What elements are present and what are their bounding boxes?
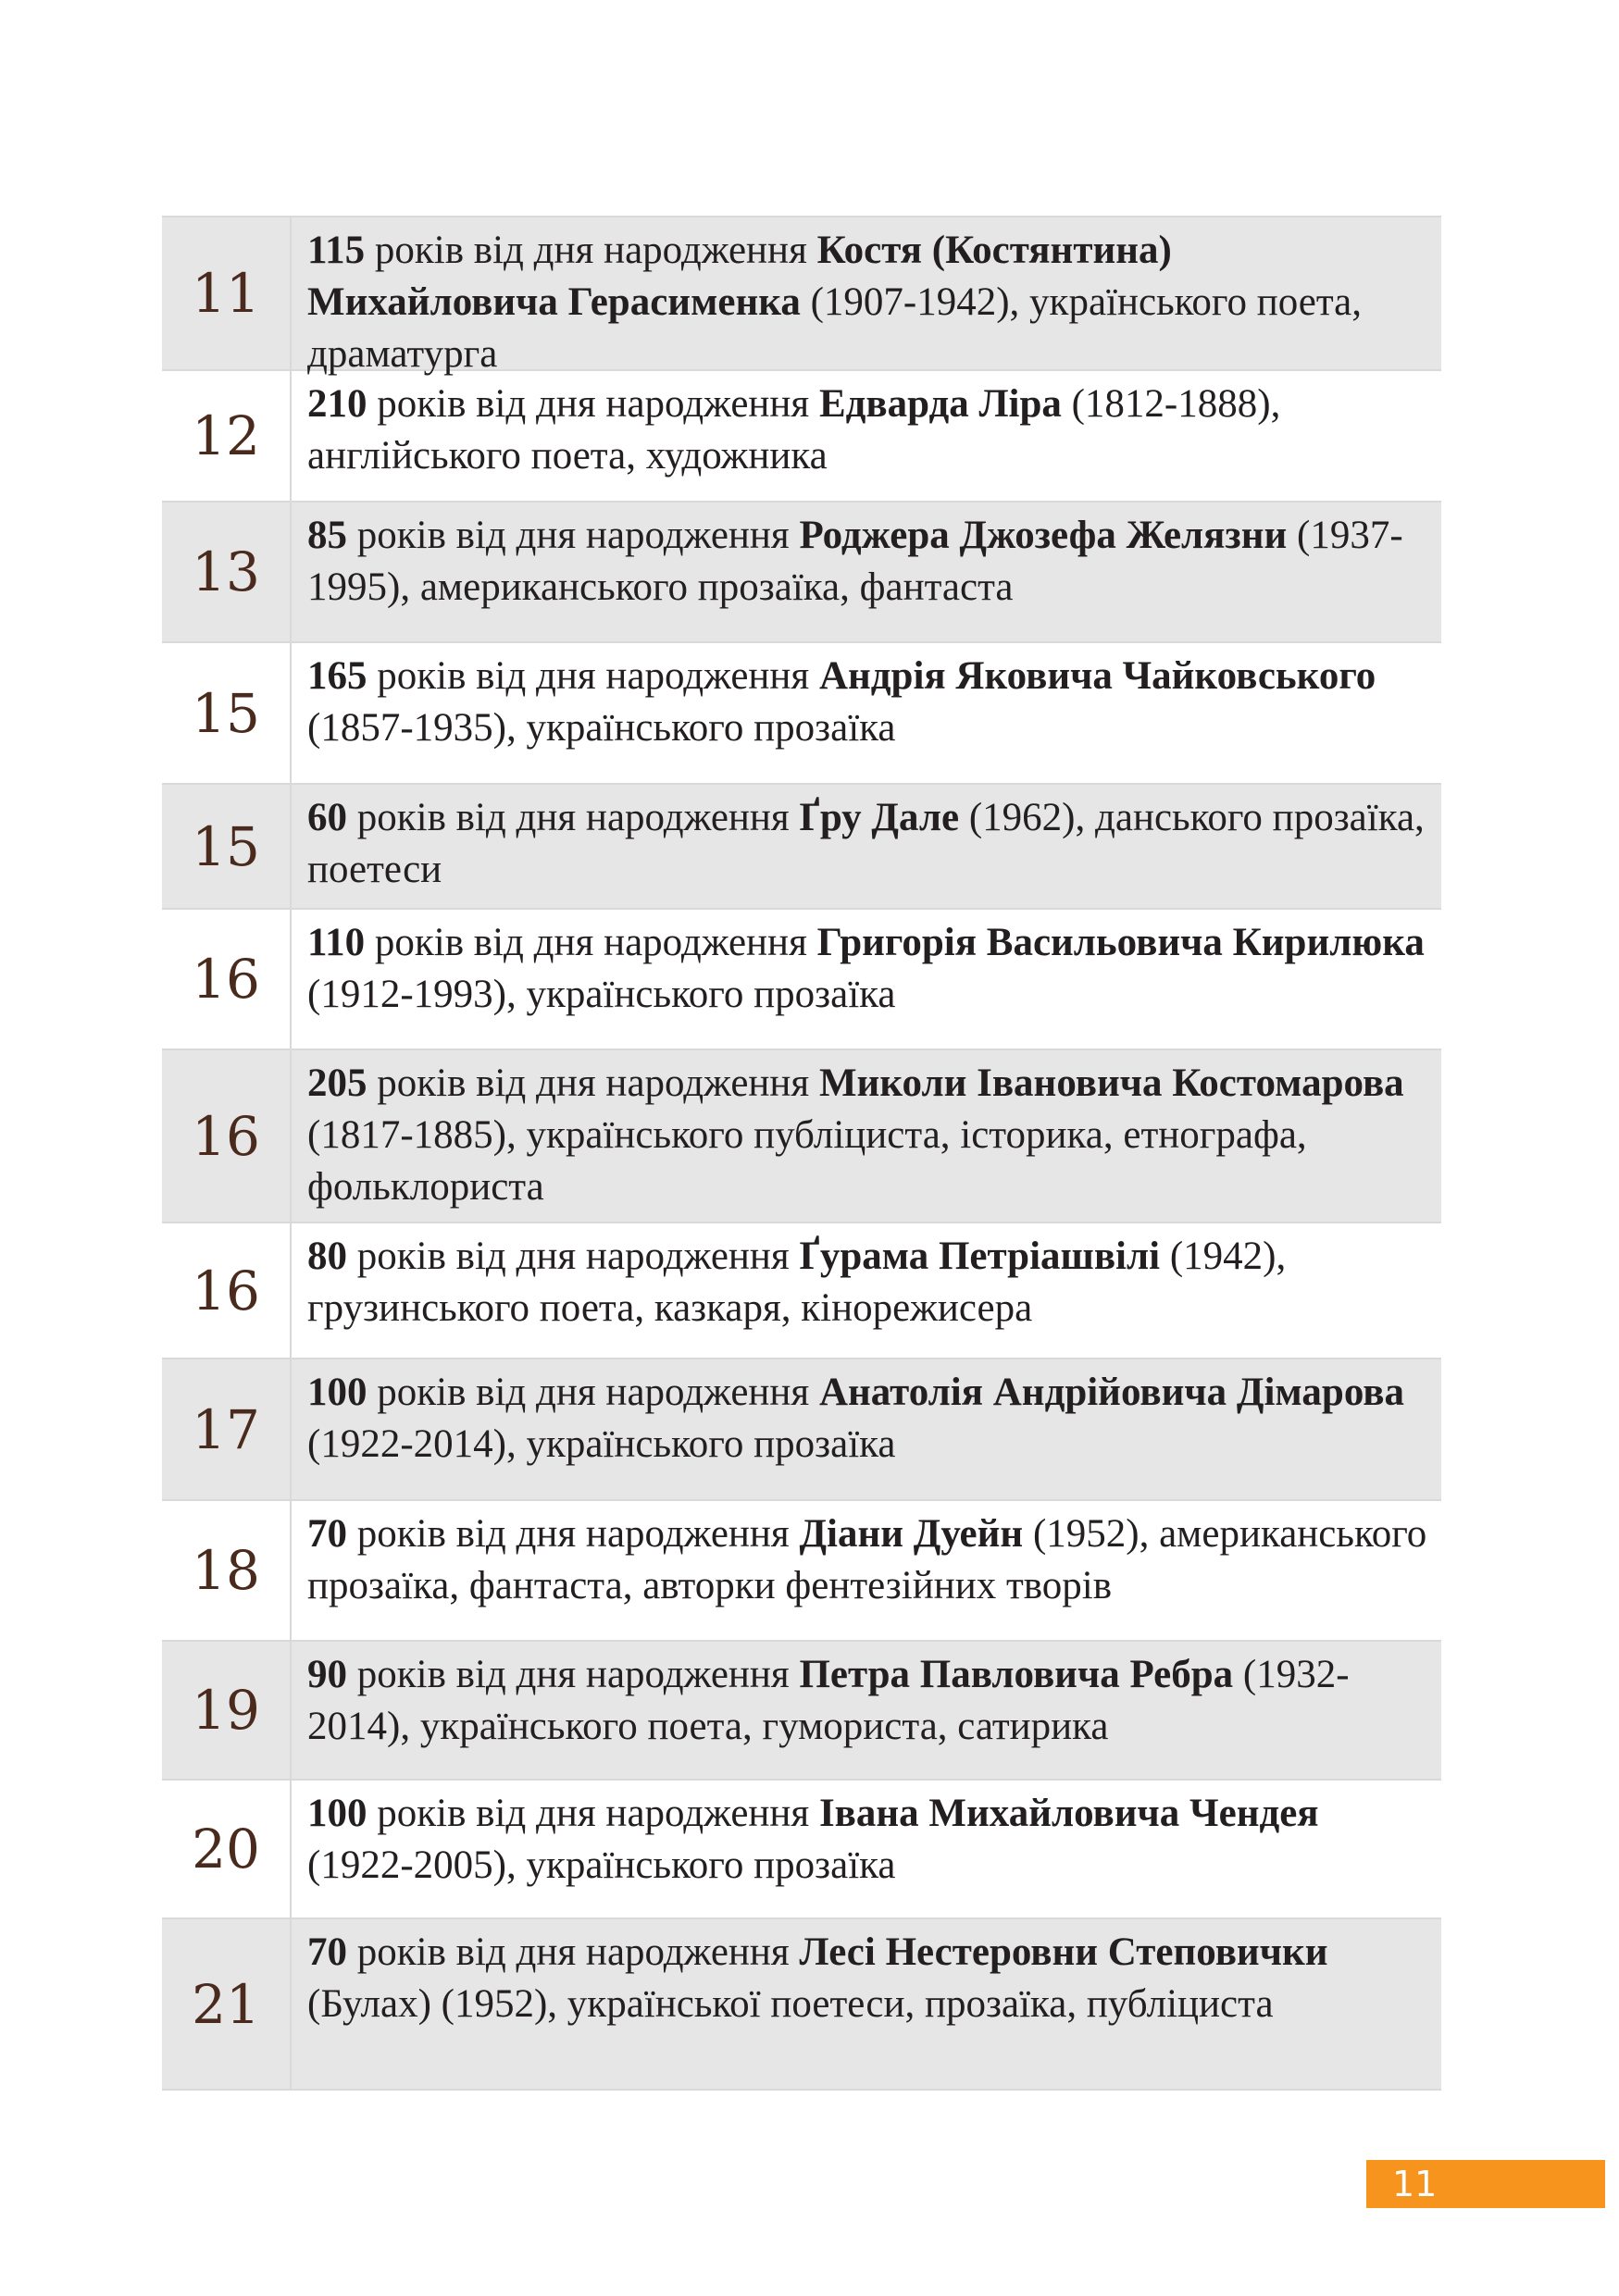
person-name: Андрія Яковича Чайковського <box>818 654 1376 698</box>
entry-details: (1812-1888), англійського поета, художника <box>307 382 1281 478</box>
entry-text <box>292 1781 1441 1917</box>
entry-phrase: років від дня народження <box>347 1235 800 1278</box>
person-name: Григорія Васильовича Кирилюка <box>816 921 1425 964</box>
entry-details: (1942), грузинського поета, казкаря, кінорежисера <box>307 1235 1287 1330</box>
table-row <box>162 1050 1441 1223</box>
entry-phrase: років від дня народження <box>347 796 800 839</box>
anniversary-years: 115 <box>307 229 366 272</box>
anniversary-years: 210 <box>307 382 367 426</box>
anniversary-years: 100 <box>307 1371 367 1414</box>
entry-phrase: років від дня народження <box>367 382 819 426</box>
entry-text <box>292 910 1441 1049</box>
entry-details: (1907-1942), українського поета, драматурга <box>307 280 1362 376</box>
entry-phrase: років від дня народження <box>367 1792 819 1835</box>
entry-details: (1857-1935), українського прозаїка <box>307 706 896 750</box>
person-name: Ґру Дале <box>799 796 960 839</box>
person-name: Миколи Івановича Костомарова <box>818 1061 1404 1105</box>
entry-phrase: років від дня народження <box>347 514 800 557</box>
anniversary-years: 110 <box>307 921 366 964</box>
day-number: 16 <box>162 910 292 1049</box>
day-number: 15 <box>162 643 292 783</box>
table-row <box>162 910 1441 1050</box>
entry-details: (1912-1993), українського прозаїка <box>307 973 896 1016</box>
table-row <box>162 1223 1441 1359</box>
person-name: Петра Павловича Ребра <box>799 1653 1234 1696</box>
entry-details: (1817-1885), українського публіциста, історика, етнографа, фольклориста <box>307 1113 1307 1209</box>
person-name: Діани Дуейн <box>799 1512 1024 1556</box>
entry-phrase: років від дня народження <box>365 921 817 964</box>
entry-text <box>292 1223 1441 1358</box>
entry-phrase: років від дня народження <box>367 654 819 698</box>
entry-phrase: років від дня народження <box>347 1512 800 1556</box>
anniversary-years: 100 <box>307 1792 367 1835</box>
entry-text <box>292 785 1441 908</box>
anniversary-years: 205 <box>307 1061 367 1105</box>
table-row <box>162 503 1441 643</box>
day-number: 21 <box>162 1919 292 2089</box>
person-name: Роджера Джозефа Желязни <box>799 514 1288 557</box>
entry-details: (1952), американського прозаїка, фантаста, авторки фентезійних творів <box>307 1512 1427 1607</box>
person-name: Лесі Нестеровни Степовички <box>799 1930 1328 1974</box>
anniversary-table <box>162 216 1441 2091</box>
entry-details: (1922-2014), українського прозаїка <box>307 1422 896 1466</box>
entry-text <box>292 1501 1441 1640</box>
day-number: 16 <box>162 1223 292 1358</box>
day-number: 15 <box>162 785 292 908</box>
entry-text <box>292 1919 1441 2089</box>
anniversary-years: 70 <box>307 1930 347 1974</box>
entry-details: (1922-2005), українського прозаїка <box>307 1843 896 1887</box>
person-name: Едварда Ліра <box>818 382 1062 426</box>
day-number: 16 <box>162 1050 292 1222</box>
anniversary-years: 85 <box>307 514 347 557</box>
table-row <box>162 1919 1441 2091</box>
table-row <box>162 1501 1441 1642</box>
anniversary-years: 80 <box>307 1235 347 1278</box>
day-number: 11 <box>162 217 292 369</box>
day-number: 13 <box>162 503 292 641</box>
table-row <box>162 217 1441 376</box>
entry-phrase: років від дня народження <box>347 1930 800 1974</box>
entry-text <box>292 503 1441 641</box>
entry-text <box>292 1642 1441 1779</box>
table-row <box>162 371 1441 503</box>
person-name: Костя (Костянтина) Михайловича Герасименка <box>307 229 1172 324</box>
entry-text <box>292 1050 1441 1222</box>
entry-details: (1937-1995), американського прозаїка, фантаста <box>307 514 1403 609</box>
day-number: 19 <box>162 1642 292 1779</box>
entry-phrase: років від дня народження <box>365 229 817 272</box>
person-name: Ґурама Петріашвілі <box>799 1235 1161 1278</box>
anniversary-years: 60 <box>307 796 347 839</box>
day-number: 20 <box>162 1781 292 1917</box>
page-number: 11 <box>1366 2160 1605 2208</box>
day-number: 12 <box>162 371 292 501</box>
anniversary-years: 165 <box>307 654 367 698</box>
entry-phrase: років від дня народження <box>367 1371 819 1414</box>
day-number: 17 <box>162 1359 292 1499</box>
entry-details: (Булах) (1952), української поетеси, прозаїка, публіциста <box>307 1982 1274 2026</box>
anniversary-years: 90 <box>307 1653 347 1696</box>
entry-details: (1932-2014), українського поета, гумориста, сатирика <box>307 1653 1350 1748</box>
entry-phrase: років від дня народження <box>367 1061 819 1105</box>
entry-text <box>292 217 1441 376</box>
entry-text <box>292 371 1441 501</box>
person-name: Івана Михайловича Чендея <box>818 1792 1319 1835</box>
entry-text <box>292 643 1441 783</box>
entry-phrase: років від дня народження <box>347 1653 800 1696</box>
table-row <box>162 1781 1441 1919</box>
table-row <box>162 1359 1441 1501</box>
person-name: Анатолія Андрійовича Дімарова <box>818 1371 1404 1414</box>
day-number: 18 <box>162 1501 292 1640</box>
anniversary-years: 70 <box>307 1512 347 1556</box>
entry-text <box>292 1359 1441 1499</box>
table-row <box>162 1642 1441 1781</box>
table-row <box>162 643 1441 785</box>
table-row <box>162 785 1441 910</box>
entry-details: (1962), данського прозаїка, поетеси <box>307 796 1425 891</box>
